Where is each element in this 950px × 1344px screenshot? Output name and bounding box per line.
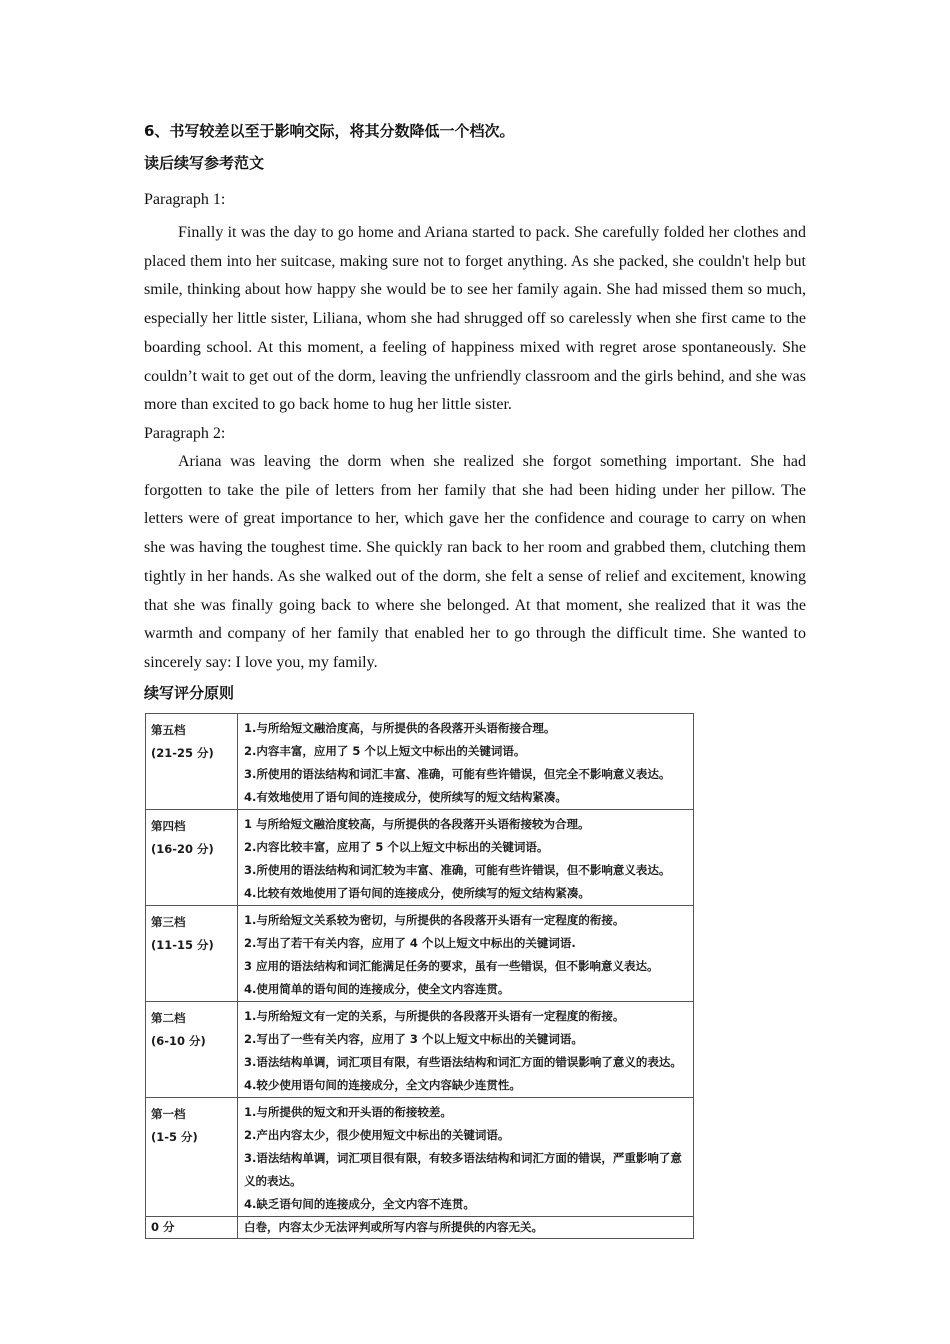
band-range: (21-25 分) [151, 746, 214, 760]
rubric-row-band-1 [146, 1098, 694, 1217]
band-range: (6-10 分) [151, 1034, 206, 1048]
criterion: 4.缺乏语句间的连接成分，全文内容不连贯。 [244, 1197, 475, 1211]
criterion: 3.所使用的语法结构和词汇较为丰富、准确，可能有些许错误，但不影响意义表达。 [244, 863, 671, 877]
band-label: 第五档 [151, 723, 186, 737]
band-label: 第二档 [151, 1011, 186, 1025]
band-range: (16-20 分) [151, 842, 214, 856]
criteria-cell [238, 1098, 694, 1217]
rubric-row-band-4 [146, 810, 694, 906]
scoring-criteria-heading: 续写评分原则 [144, 684, 235, 702]
criterion: 4.使用简单的语句间的连接成分，使全文内容连贯。 [244, 982, 510, 996]
criterion: 3.所使用的语法结构和词汇丰富、准确，可能有些许错误，但完全不影响意义表达。 [244, 767, 671, 781]
band-label: 第三档 [151, 915, 186, 929]
criterion: 2.产出内容太少，很少使用短文中标出的关键词语。 [244, 1128, 510, 1142]
band-cell [146, 1098, 238, 1217]
rubric-row-band-5 [146, 714, 694, 810]
criteria-cell [238, 1002, 694, 1098]
band-cell [146, 810, 238, 906]
paragraph-2-label: Paragraph 2: [144, 425, 226, 442]
criterion: 1.与所给短文有一定的关系，与所提供的各段落开头语有一定程度的衔接。 [244, 1009, 625, 1023]
band-cell [146, 714, 238, 810]
criteria-cell [238, 1217, 694, 1239]
criteria-cell [238, 906, 694, 1002]
criterion: 4.比较有效地使用了语句间的连接成分，使所续写的短文结构紧凑。 [244, 886, 590, 900]
rubric-row-band-2 [146, 1002, 694, 1098]
scoring-note: 6、书写较差以至于影响交际，将其分数降低一个档次。 [144, 122, 515, 140]
criterion: 4.有效地使用了语句间的连接成分，使所续写的短文结构紧凑。 [244, 790, 567, 804]
criterion: 1.与所给短文关系较为密切，与所提供的各段落开头语有一定程度的衔接。 [244, 913, 625, 927]
band-range: (1-5 分) [151, 1130, 198, 1144]
rubric-row-band-3 [146, 906, 694, 1002]
criterion: 1 与所给短文融洽度较高，与所提供的各段落开头语衔接较为合理。 [244, 817, 590, 831]
criterion: 3 应用的语法结构和词汇能满足任务的要求，虽有一些错误，但不影响意义表达。 [244, 959, 659, 973]
band-cell [146, 906, 238, 1002]
band-label: 0 分 [151, 1220, 175, 1234]
rubric-row-band-0 [146, 1217, 694, 1239]
criterion: 3.语法结构单调，词汇项目很有限，有较多语法结构和词汇方面的错误，严重影响了意义的表达。 [244, 1151, 682, 1188]
criterion: 2.写出了一些有关内容，应用了 3 个以上短文中标出的关键词语。 [244, 1032, 583, 1046]
criterion: 2.内容丰富，应用了 5 个以上短文中标出的关键词语。 [244, 744, 526, 758]
criterion: 4.较少使用语句间的连接成分，全文内容缺少连贯性。 [244, 1078, 521, 1092]
band-label: 第一档 [151, 1107, 186, 1121]
band-range: (11-15 分) [151, 938, 214, 952]
criterion: 2.内容比较丰富，应用了 5 个以上短文中标出的关键词语。 [244, 840, 549, 854]
scoring-rubric-table [145, 713, 694, 1239]
paragraph-1-text: Finally it was the day to go home and Ariana started to pack. She carefully folded her clothes and placed them into her suitcase, making sure not to forget anything. As she packed, she couldn't help but smile, thinking about how happy she would be to see her family again. She had missed them so much, especially her little sister, Liliana, whom she had shrugged off so carelessly when she first came to the boarding school. At this moment, a feeling of happiness mixed with regret arose spontaneously. She couldn’t wait to get out of the dorm, leaving the unfriendly classroom and the girls behind, and she was more than excited to go back home to hug her little sister. [144, 224, 806, 414]
criterion: 1.与所提供的短文和开头语的衔接较差。 [244, 1105, 452, 1119]
criterion: 2.写出了若干有关内容，应用了 4 个以上短文中标出的关键词语. [244, 936, 576, 950]
paragraph-1-label: Paragraph 1: [144, 191, 226, 208]
criteria-cell [238, 714, 694, 810]
criterion: 白卷，内容太少无法评判或所写内容与所提供的内容无关。 [244, 1220, 543, 1234]
criterion: 3.语法结构单调，词汇项目有限，有些语法结构和词汇方面的错误影响了意义的表达。 [244, 1055, 682, 1069]
criterion: 1.与所给短文融洽度高，与所提供的各段落开头语衔接合理。 [244, 721, 556, 735]
band-cell [146, 1002, 238, 1098]
band-cell [146, 1217, 238, 1239]
criteria-cell [238, 810, 694, 906]
band-label: 第四档 [151, 819, 186, 833]
sample-essay-heading: 读后续写参考范文 [144, 154, 265, 172]
paragraph-2-text: Ariana was leaving the dorm when she realized she forgot something important. She had forgotten to take the pile of letters from her family that she had been hiding under her pillow. The letters were of great importance to her, which gave her the confidence and courage to carry on when she was having the toughest time. She quickly ran back to her room and grabbed them, clutching them tightly in her hands. As she walked out of the dorm, she felt a sense of relief and excitement, knowing that she was finally going back to where she belonged. At that moment, she realized that it was the warmth and company of her family that enabled her to go through the difficult time. She wanted to sincerely say: I love you, my family. [144, 453, 806, 671]
